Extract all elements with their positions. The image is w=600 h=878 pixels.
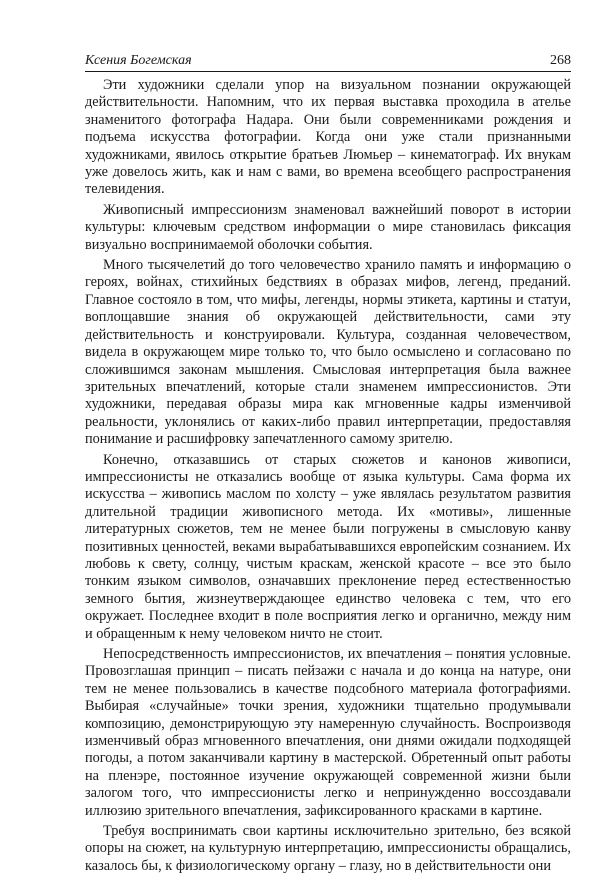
paragraph: Эти художники сделали упор на визуальном познании окружающей действительности. Напомним, что их первая выставка проходила в ателье знаменитого фотографа Надара. Они были современниками рождения и подъема искусства фотографии. Когда они уже стали признанными художниками, явилось открытие братьев Люмьер – кинематограф. Их внукам уже довелось жить, как и нам с вами, во времена всеобщего распространения телевидения. bbox=[85, 77, 571, 198]
paragraph: Много тысячелетий до того человечество хранило память и информацию о героях, войнах, стихийных бедствиях в образах мифов, легенд, преданий. Главное состояло в том, что мифы, легенды, нормы этикета, картины и статуи, воплощавшие знания об окружающей действительности, сами эту действительность и конструировали. Культура, созданная человечеством, видела в окружающем мире только то, что было осмыслено и согласовано по сложившимся законам мышления. Смысловая интерпретация была важнее зрительных впечатлений, которые стали знаменем импрессионистов. Эти художники, передавая образы мира как мгновенные кадры изменчивой реальности, уклонялись от каких-либо правил интерпретации, предоставляя понимание и расшифровку запечатленного самому зрителю. bbox=[85, 257, 571, 448]
header-rule bbox=[85, 71, 571, 72]
paragraph: Конечно, отказавшись от старых сюжетов и канонов живописи, импрессионисты не отказались вообще от языка культуры. Сама форма их искусства – живопись маслом по холсту – уже являлась результатом развития длительной традиции живописного метода. Их «мотивы», лишенные литературных сюжетов, тем не менее были погружены в смысловую канву позитивных ценностей, веками вырабатывавшихся европейским сознанием. Их любовь к свету, солнцу, чистым краскам, женской красоте – все это было тонким языком символов, означавших преклонение перед естественностью земного бытия, жизнеутверждающее единство человека с тем, что его окружает. Последнее входит в поле восприятия легко и органично, между ним и обращенным к нему человеком ничто не стоит. bbox=[85, 451, 571, 642]
running-header bbox=[85, 53, 571, 69]
paragraph: Живописный импрессионизм знаменовал важнейший поворот в истории культуры: ключевым средством информации о мире становилась фиксация визуально воспринимаемой оболочки события. bbox=[85, 201, 571, 253]
paragraph: Непосредственность импрессионистов, их впечатления – понятия условные. Провозглашая принцип – писать пейзажи с начала и до конца на натуре, они тем не менее пользовались в качестве подсобного материала фотографиями. Выбирая «случайные» точки зрения, художники тщательно продумывали композицию, демонстрирующую эту намеренную случайность. Воспроизводя изменчивый образ мгновенного впечатления, они днями ожидали подходящей погоды, а потом заканчивали картину в мастерской. Обретенный опыт работы на пленэре, постоянное изучение окружающей современной жизни были залогом того, что импрессионисты легко и непринужденно воссоздавали иллюзию зрительного впечатления, зафиксированного красками в картине. bbox=[85, 646, 571, 819]
paragraph: Требуя воспринимать свои картины исключительно зрительно, без всякой опоры на сюжет, на культурную интерпретацию, импрессионисты обращались, казалось бы, к физиологическому органу – глазу, но в действительности они bbox=[85, 823, 571, 874]
page-number: 268 bbox=[550, 53, 571, 68]
running-header-author: Ксения Богемская bbox=[85, 53, 192, 68]
body-text bbox=[85, 77, 571, 878]
